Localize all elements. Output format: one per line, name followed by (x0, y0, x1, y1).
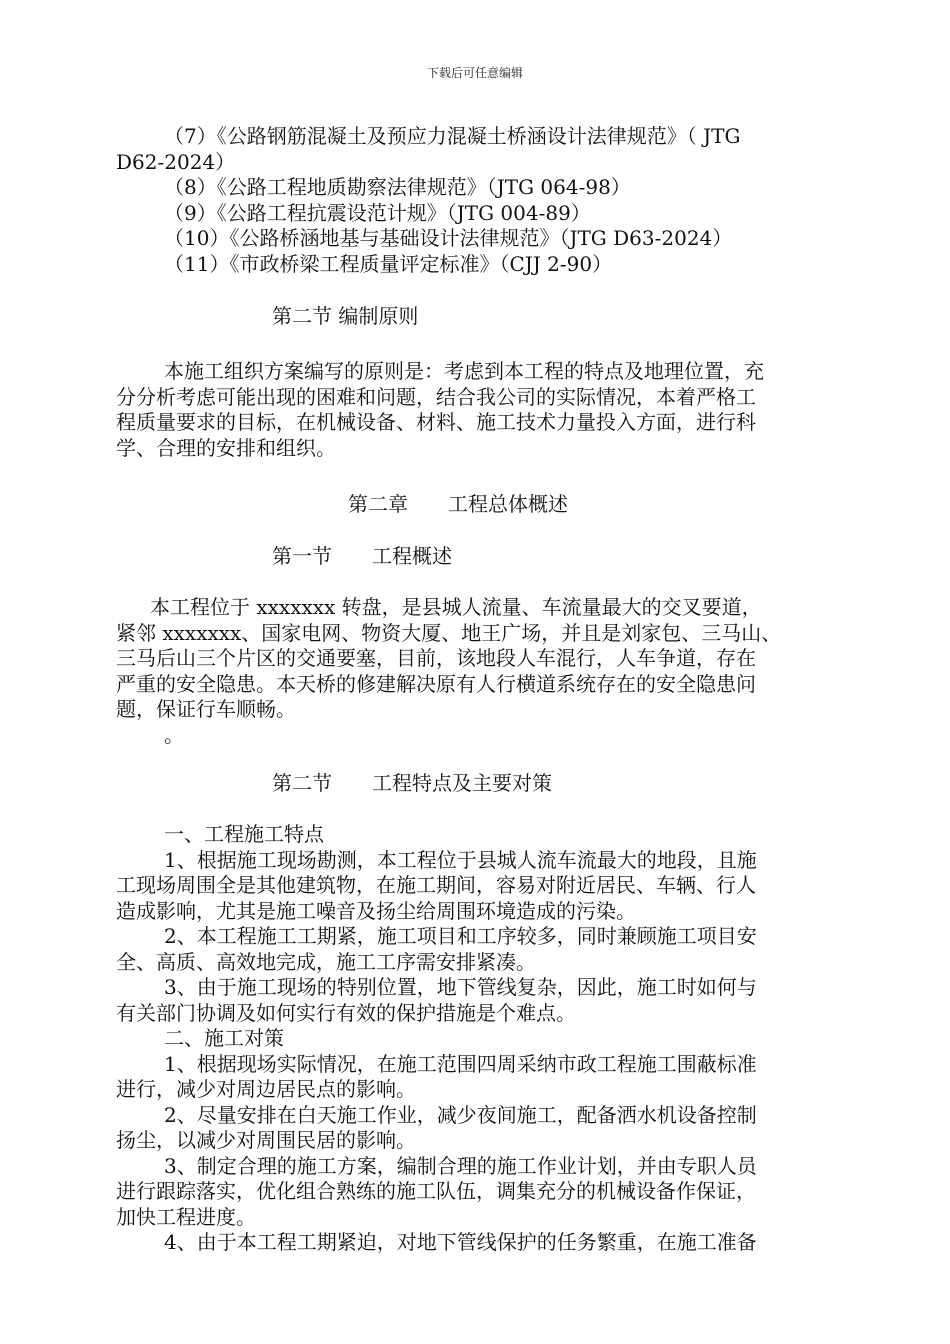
paragraph-line: 加快工程进度。 (116, 1204, 256, 1229)
paragraph-line: 有关部门协调及如何实行有效的保护措施是个难点。 (116, 1000, 576, 1025)
paragraph-line: 进行跟踪落实，优化组合熟练的施工队伍，调集充分的机械设备作保证， (116, 1179, 756, 1203)
paragraph-line: 学、合理的安排和组织。 (116, 435, 336, 460)
stray-punctuation: 。 (164, 722, 184, 747)
paragraph-line: 4、由于本工程工期紧迫，对地下管线保护的任务繁重，在施工准备 (164, 1230, 757, 1254)
paragraph-line: 造成影响，尤其是施工噪音及扬尘给周围环境造成的污染。 (116, 898, 636, 923)
page-header-note: 下载后可任意编辑 (426, 66, 523, 80)
subheading: 二、施工对策 (164, 1026, 284, 1050)
paragraph-line: 1、根据施工现场勘测，本工程位于县城人流车流最大的地段，且施 (164, 847, 757, 872)
section-title-overview: 第一节 工程概述 (272, 544, 452, 568)
paragraph-line: 严重的安全隐患。本天桥的修建解决原有人行横道系统存在的安全隐患问 (116, 671, 756, 696)
paragraph-line: 全、高质、高效地完成，施工工序需安排紧凑。 (116, 949, 536, 974)
standard-item: （8）《公路工程地质勘察法律规范》（JTG 064-98） (164, 175, 631, 199)
principle-paragraph (116, 359, 838, 461)
section-title-principle: 第二节 编制原则 (272, 304, 419, 328)
standard-item-continued: D62-2024） (116, 149, 236, 174)
paragraph-line: 3、由于施工现场的特别位置，地下管线复杂，因此，施工时如何与 (164, 975, 757, 999)
standards-list (116, 124, 838, 277)
chapter-title: 第二章 工程总体概述 (348, 492, 568, 516)
standard-item: （10）《公路桥涵地基与基础设计法律规范》（JTG D63-2024） (164, 226, 733, 250)
subheading: 一、工程施工特点 (164, 822, 324, 846)
paragraph-line: 2、尽量安排在白天施工作业，减少夜间施工，配备洒水机设备控制 (164, 1102, 757, 1127)
paragraph-line: 本工程位于 xxxxxxx 转盘，是县城人流量、车流量最大的交叉要道， (150, 595, 762, 619)
standard-item: （9）《公路工程抗震设范计规》（JTG 004-89） (164, 200, 591, 225)
features-body (116, 822, 838, 1256)
paragraph-line: 紧邻 xxxxxxx、国家电网、物资大厦、地王广场，并且是刘家包、三马山、 (116, 620, 782, 645)
paragraph-line: 2、本工程施工工期紧，施工项目和工序较多，同时兼顾施工项目安 (164, 924, 757, 948)
standard-item: （7）《公路钢筋混凝土及预应力混凝土桥涵设计法律规范》（ JTG (164, 124, 741, 148)
paragraph-line: 3、制定合理的施工方案，编制合理的施工作业计划，并由专职人员 (164, 1153, 757, 1178)
paragraph-line: 本施工组织方案编写的原则是：考虑到本工程的特点及地理位置，充 (164, 359, 764, 383)
overview-paragraph (116, 595, 838, 748)
paragraph-line: 工现场周围全是其他建筑物，在施工期间，容易对附近居民、车辆、行人 (116, 873, 756, 897)
paragraph-line: 扬尘，以减少对周围民居的影响。 (116, 1128, 416, 1152)
paragraph-line: 进行，减少对周边居民点的影响。 (116, 1077, 416, 1101)
paragraph-line: 程质量要求的目标，在机械设备、材料、施工技术力量投入方面，进行科 (116, 410, 756, 434)
standard-item: （11）《市政桥梁工程质量评定标准》（CJJ 2-90） (164, 251, 613, 276)
paragraph-line: 分分析考虑可能出现的困难和问题，结合我公司的实际情况，本着严格工 (116, 384, 756, 409)
paragraph-line: 1、根据现场实际情况，在施工范围四周采纳市政工程施工围蔽标准 (164, 1051, 757, 1076)
document-body (116, 124, 838, 1256)
paragraph-line: 三马后山三个片区的交通要塞，目前，该地段人车混行，人车争道，存在 (116, 646, 756, 670)
paragraph-line: 题，保证行车顺畅。 (116, 697, 296, 721)
section-title-features: 第二节 工程特点及主要对策 (272, 771, 552, 795)
